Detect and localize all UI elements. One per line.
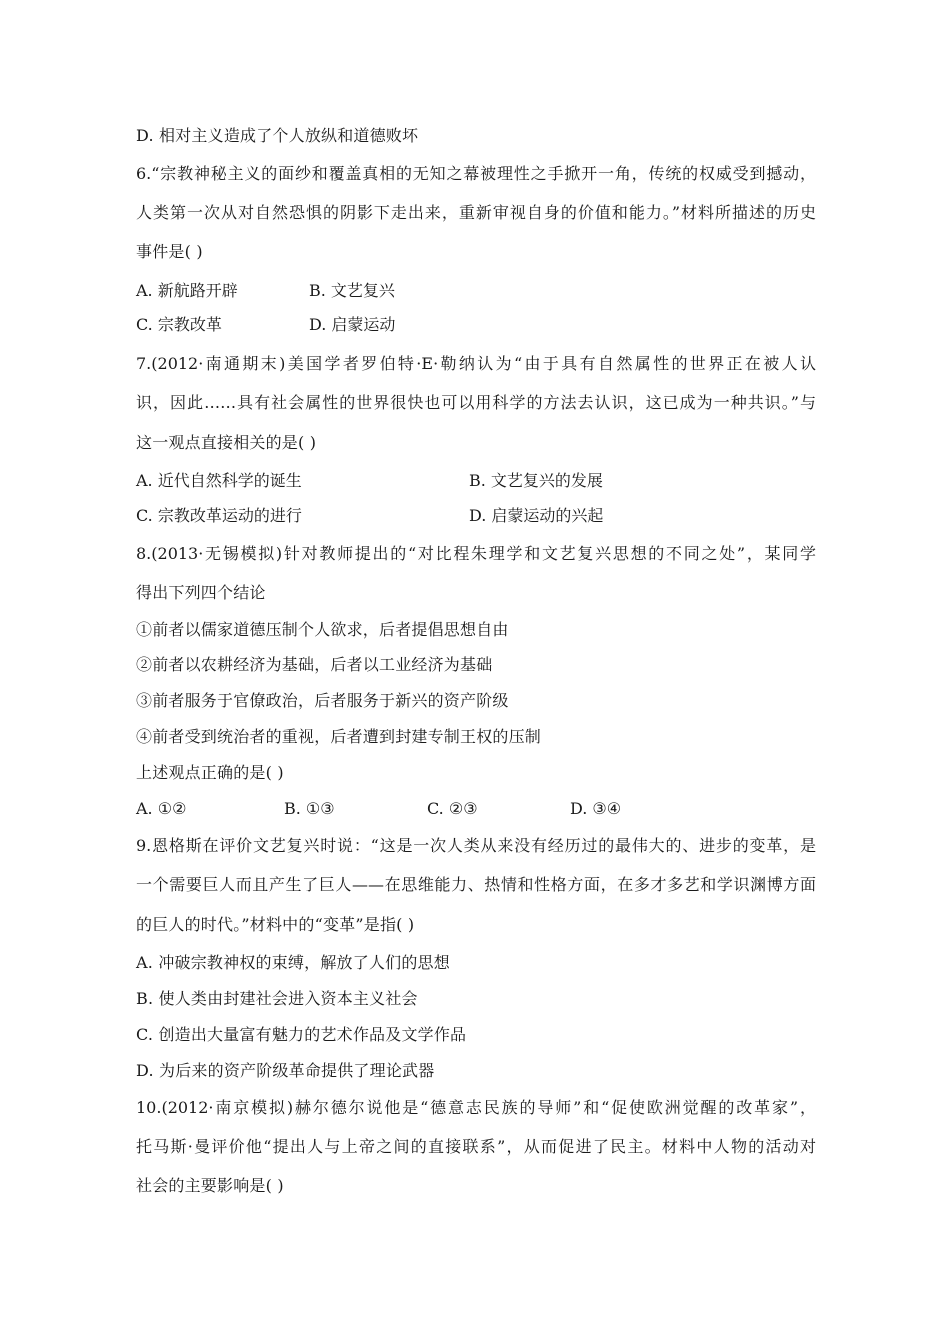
q8-statement-4: ④前者受到统治者的重视，后者遭到封建专制王权的压制 <box>136 727 542 746</box>
q6-option-a: A. 新航路开辟 <box>136 281 238 300</box>
q10-stem-line-1: 10.(2012·南京模拟)赫尔德尔说他是“德意志民族的导师”和“促使欧洲觉醒的改革家”， <box>136 1098 816 1117</box>
q7-stem-line-3: 这一观点直接相关的是( ) <box>136 433 317 452</box>
q8-option-c: C. ②③ <box>427 799 478 818</box>
q7-stem-line-1: 7.(2012·南通期末)美国学者罗伯特·E·勒纳认为“由于具有自然属性的世界正在被人认 <box>136 354 816 373</box>
q9-stem-line-1: 9.恩格斯在评价文艺复兴时说：“这是一次人类从来没有经历过的最伟大的、进步的变革，是 <box>136 836 816 855</box>
q5-option-d: D. 相对主义造成了个人放纵和道德败坏 <box>136 126 419 145</box>
q10-stem-line-3: 社会的主要影响是( ) <box>136 1176 284 1195</box>
q9-option-a: A. 冲破宗教神权的束缚，解放了人们的思想 <box>136 953 450 972</box>
q8-stem-line-2: 得出下列四个结论 <box>136 583 266 602</box>
q7-option-d: D. 启蒙运动的兴起 <box>469 506 604 525</box>
q6-option-b: B. 文艺复兴 <box>309 281 395 300</box>
q8-statement-1: ①前者以儒家道德压制个人欲求，后者提倡思想自由 <box>136 620 509 639</box>
q7-option-a: A. 近代自然科学的诞生 <box>136 471 302 490</box>
q8-statement-2: ②前者以农耕经济为基础，后者以工业经济为基础 <box>136 655 493 674</box>
q9-stem-line-2: 一个需要巨人而且产生了巨人——在思维能力、热情和性格方面，在多才多艺和学识渊博方面 <box>136 875 816 894</box>
q7-option-b: B. 文艺复兴的发展 <box>469 471 603 490</box>
q9-option-c: C. 创造出大量富有魅力的艺术作品及文学作品 <box>136 1025 467 1044</box>
q8-option-d: D. ③④ <box>570 799 622 818</box>
q6-stem-line-2: 人类第一次从对自然恐惧的阴影下走出来，重新审视自身的价值和能力。”材料所描述的历史 <box>136 203 816 222</box>
q6-stem-line-1: 6.“宗教神秘主义的面纱和覆盖真相的无知之幕被理性之手掀开一角，传统的权威受到撼动， <box>136 164 816 183</box>
q7-option-c: C. 宗教改革运动的进行 <box>136 506 302 525</box>
q6-stem-line-3: 事件是( ) <box>136 242 203 261</box>
q8-option-b: B. ①③ <box>284 799 335 818</box>
q9-option-d: D. 为后来的资产阶级革命提供了理论武器 <box>136 1061 435 1080</box>
q8-statement-3: ③前者服务于官僚政治，后者服务于新兴的资产阶级 <box>136 691 509 710</box>
q10-stem-line-2: 托马斯·曼评价他“提出人与上帝之间的直接联系”，从而促进了民主。材料中人物的活动对 <box>136 1137 816 1156</box>
q9-stem-line-3: 的巨人的时代。”材料中的“变革”是指( ) <box>136 915 415 934</box>
q6-option-c: C. 宗教改革 <box>136 315 222 334</box>
q7-stem-line-2: 识，因此……具有社会属性的世界很快也可以用科学的方法去认识，这已成为一种共识。”与 <box>136 393 816 412</box>
q8-stem-line-3: 上述观点正确的是( ) <box>136 763 284 782</box>
q8-stem-line-1: 8.(2013·无锡模拟)针对教师提出的“对比程朱理学和文艺复兴思想的不同之处”，某同学 <box>136 544 816 563</box>
q9-option-b: B. 使人类由封建社会进入资本主义社会 <box>136 989 418 1008</box>
q8-option-a: A. ①② <box>136 799 187 818</box>
q6-option-d: D. 启蒙运动 <box>309 315 396 334</box>
